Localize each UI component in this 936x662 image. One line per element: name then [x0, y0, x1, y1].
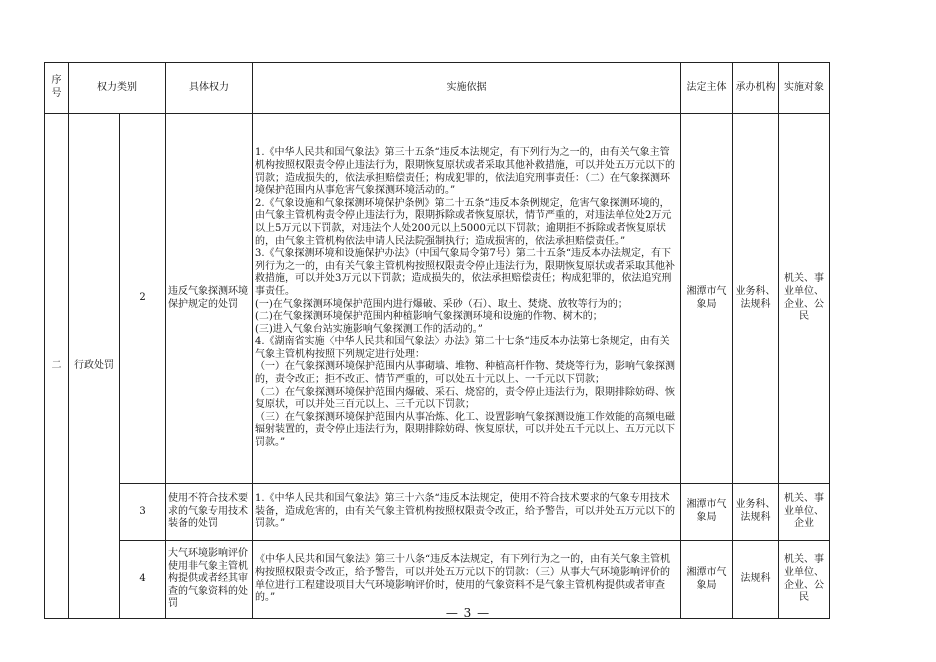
- row-number: 2: [120, 114, 166, 484]
- basis-paragraph: 2.《气象设施和气象探测环境保护条例》第二十五条“违反本条例规定，危害气象探测环境的，由气象主管机构责令停止违法行为，限期拆除或者恢复原状，情节严重的，对违法单位处2万元以上5万元以下罚款，对违法个人处200元以上5000元以下罚款；逾期拒不拆除或者恢复原状的，由气象主管机构依法申请人民法院强制执行；造成损害的，依法承担赔偿责任。”: [255, 197, 672, 247]
- row-power: 大气环境影响评价使用非气象主管机构提供或者经其审查的气象资料的处罚: [166, 541, 253, 619]
- row-target: 机关、事业单位、企业、公民: [779, 541, 830, 619]
- basis-paragraph: (一)在气象探测环境保护范围内进行爆破、采砂（石）、取土、焚烧、放牧等行为的；: [255, 298, 628, 310]
- header-row: [45, 63, 830, 114]
- row-subject: 湘潭市气象局: [681, 541, 733, 619]
- row-number: 4: [120, 541, 166, 619]
- basis-paragraph: 1.《中华人民共和国气象法》第三十五条“违反本法规定，有下列行为之一的，由有关气象主管机构按照权限责令停止违法行为，限期恢复原状或者采取其他补救措施，可以并处五万元以下的罚款；造成损失的，依法承担赔偿责任；构成犯罪的，依法追究刑事责任：（二）在气象探测环境保护范围内从事危害气象探测环境活动的。”: [255, 147, 675, 197]
- row-power: 违反气象探测环境保护规定的处罚: [166, 114, 253, 484]
- row-subject: 湘潭市气象局: [681, 114, 733, 484]
- row-org: 业务科、法规科: [733, 484, 779, 541]
- row-power: 使用不符合技术要求的气象专用技术装备的处罚: [166, 484, 253, 541]
- row-basis: [253, 114, 681, 484]
- table-row: [45, 114, 830, 484]
- basis-paragraph: （三）在气象探测环境保护范围内从事冶炼、化工、设置影响气象探测设施工作效能的高频电磁辐射装置的，责令停止违法行为，限期排除妨碍、恢复原状，可以并处五千元以上、五万元以下罚款。”: [255, 411, 675, 449]
- basis-paragraph: 3.《气象探测环境和设施保护办法》（中国气象局令第7号）第二十五条“违反本办法规定，有下列行为之一的，由有关气象主管机构按照权限责令停止违法行为，限期恢复原状或者采取其他补救措施，可以并处3万元以下罚款；造成损失的，依法承担赔偿责任；构成犯罪的，依法追究刑事责任。: [255, 248, 675, 297]
- powers-table: [44, 62, 830, 619]
- basis-paragraph: （二）在气象探测环境保护范围内爆破、采石、烧窑的，责令停止违法行为，限期排除妨碍、恢复原状，可以并处三百元以上、三千元以下罚款；: [255, 386, 675, 411]
- row-target: 机关、事业单位、企业: [779, 484, 830, 541]
- basis-paragraph: 4.《湖南省实施〈中华人民共和国气象法〉办法》第二十七条“违反本办法第七条规定，由有关气象主管机构按照下列规定进行处理：: [255, 336, 670, 360]
- row-target: 机关、事业单位、企业、公民: [779, 114, 830, 484]
- header-category: 权力类别: [69, 63, 166, 114]
- header-subject: 法定主体: [681, 63, 733, 114]
- header-seq: 序号: [45, 63, 69, 114]
- page-number: — 3 —: [445, 606, 491, 620]
- group-category: 行政处罚: [69, 114, 120, 619]
- header-org: 承办机构: [733, 63, 779, 114]
- basis-paragraph: （一）在气象探测环境保护范围内从事砌墙、堆物、种植高杆作物、焚烧等行为，影响气象探测的，责令改正；拒不改正、情节严重的，可以处五十元以上、一千元以下罚款；: [255, 361, 675, 386]
- header-power: 具体权力: [166, 63, 253, 114]
- basis-paragraph: 1.《中华人民共和国气象法》第三十六条“违反本法规定，使用不符合技术要求的气象专用技术装备，造成危害的，由有关气象主管机构按照权限责令改正，给予警告，可以并处五万元以下的罚款。”: [255, 493, 675, 530]
- row-org: 业务科、法规科: [733, 114, 779, 484]
- row-subject: 湘潭市气象局: [681, 484, 733, 541]
- basis-paragraph: (二)在气象探测环境保护范围内种植影响气象探测环境和设施的作物、树木的；: [255, 311, 603, 323]
- header-basis: 实施依据: [253, 63, 681, 114]
- header-target: 实施对象: [779, 63, 830, 114]
- row-number: 3: [120, 484, 166, 541]
- basis-paragraph: (三)进入气象台站实施影响气象探测工作的活动的。”: [255, 323, 483, 335]
- table-row: [45, 484, 830, 541]
- group-seq: 二: [45, 114, 69, 619]
- basis-paragraph: 《中华人民共和国气象法》第三十八条“违反本法规定，有下列行为之一的，由有关气象主管机构按照权限责令改正，给予警告，可以并处五万元以下的罚款：（三）从事大气环境影响评价的单位进行工程建设项目大气环境影响评价时，使用的气象资料不是气象主管机构提供或者审查的。”: [255, 554, 671, 604]
- row-org: 法规科: [733, 541, 779, 619]
- row-basis: [253, 484, 681, 541]
